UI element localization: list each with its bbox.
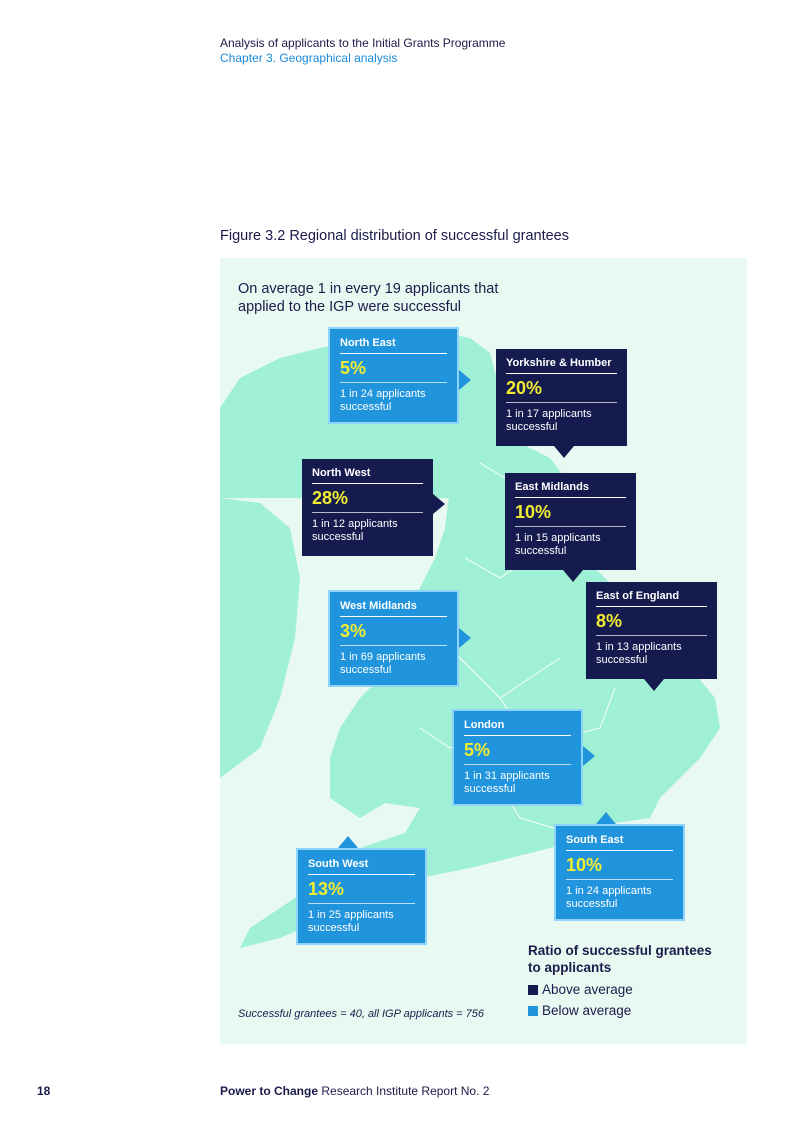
region-ratio: 1 in 31 applicants successful [464,770,550,795]
below-swatch [528,1006,538,1016]
legend-below-label: Below average [542,1003,632,1018]
region-box-north-west [302,459,433,556]
region-name: South East [566,834,673,851]
region-name: South West [308,858,415,875]
region-percent: 8% [596,611,707,636]
region-percent: 20% [506,378,617,403]
figure-panel [220,258,747,1044]
region-name: Yorkshire & Humber [506,357,617,374]
region-name: North East [340,337,447,354]
page-number: 18 [37,1084,51,1098]
pointer-north-west [433,494,445,514]
region-ratio: 1 in 13 applicants successful [596,641,682,666]
region-box-north-east [328,327,459,424]
org-name: Power to Change [220,1084,319,1098]
region-name: East Midlands [515,481,626,498]
region-percent: 5% [464,740,571,765]
region-box-south-west [296,848,427,945]
region-box-south-east [554,824,685,921]
region-ratio: 1 in 15 applicants successful [515,532,601,557]
region-name: London [464,719,571,736]
region-ratio: 1 in 24 applicants successful [340,388,426,413]
region-percent: 13% [308,879,415,904]
figure-note: Successful grantees = 40, all IGP applicants = 756 [238,1008,485,1020]
region-percent: 10% [515,502,626,527]
region-box-yorkshire-humber [496,349,627,446]
region-percent: 5% [340,358,447,383]
legend [528,942,728,1018]
pointer-london [583,746,595,766]
region-ratio: 1 in 12 applicants successful [312,518,398,543]
legend-item-above [528,982,728,997]
region-box-london [452,709,583,806]
report-name: Research Institute Report No. 2 [321,1084,490,1098]
region-ratio: 1 in 24 applicants successful [566,885,652,910]
pointer-east-of-england [644,679,664,691]
legend-above-label: Above average [542,982,633,997]
intro-text: On average 1 in every 19 applicants that applied to the IGP were successful [238,281,499,315]
legend-item-below [528,1003,728,1018]
region-percent: 10% [566,855,673,880]
pointer-north-east [459,370,471,390]
region-name: East of England [596,590,707,607]
pointer-east-midlands [563,570,583,582]
region-ratio: 1 in 25 applicants successful [308,909,394,934]
chapter-title: Chapter 3. Geographical analysis [220,51,398,65]
pointer-west-midlands [459,628,471,648]
region-name: North West [312,467,423,484]
pointer-south-west [338,836,358,848]
map-land-ireland [220,498,300,778]
region-percent: 28% [312,488,423,513]
figure-title: Figure 3.2 Regional distribution of successful grantees [220,228,569,244]
region-box-west-midlands [328,590,459,687]
region-name: West Midlands [340,600,447,617]
running-header [220,36,505,66]
region-ratio: 1 in 17 applicants successful [506,408,592,433]
report-title: Analysis of applicants to the Initial Grants Programme [220,36,506,50]
pointer-yorkshire-humber [554,446,574,458]
legend-title: Ratio of successful grantees to applicants [528,943,712,975]
region-ratio: 1 in 69 applicants successful [340,651,426,676]
pointer-south-east [596,812,616,824]
region-percent: 3% [340,621,447,646]
report-footer [220,1084,489,1098]
region-box-east-midlands [505,473,636,570]
above-swatch [528,985,538,995]
region-box-east-of-england [586,582,717,679]
